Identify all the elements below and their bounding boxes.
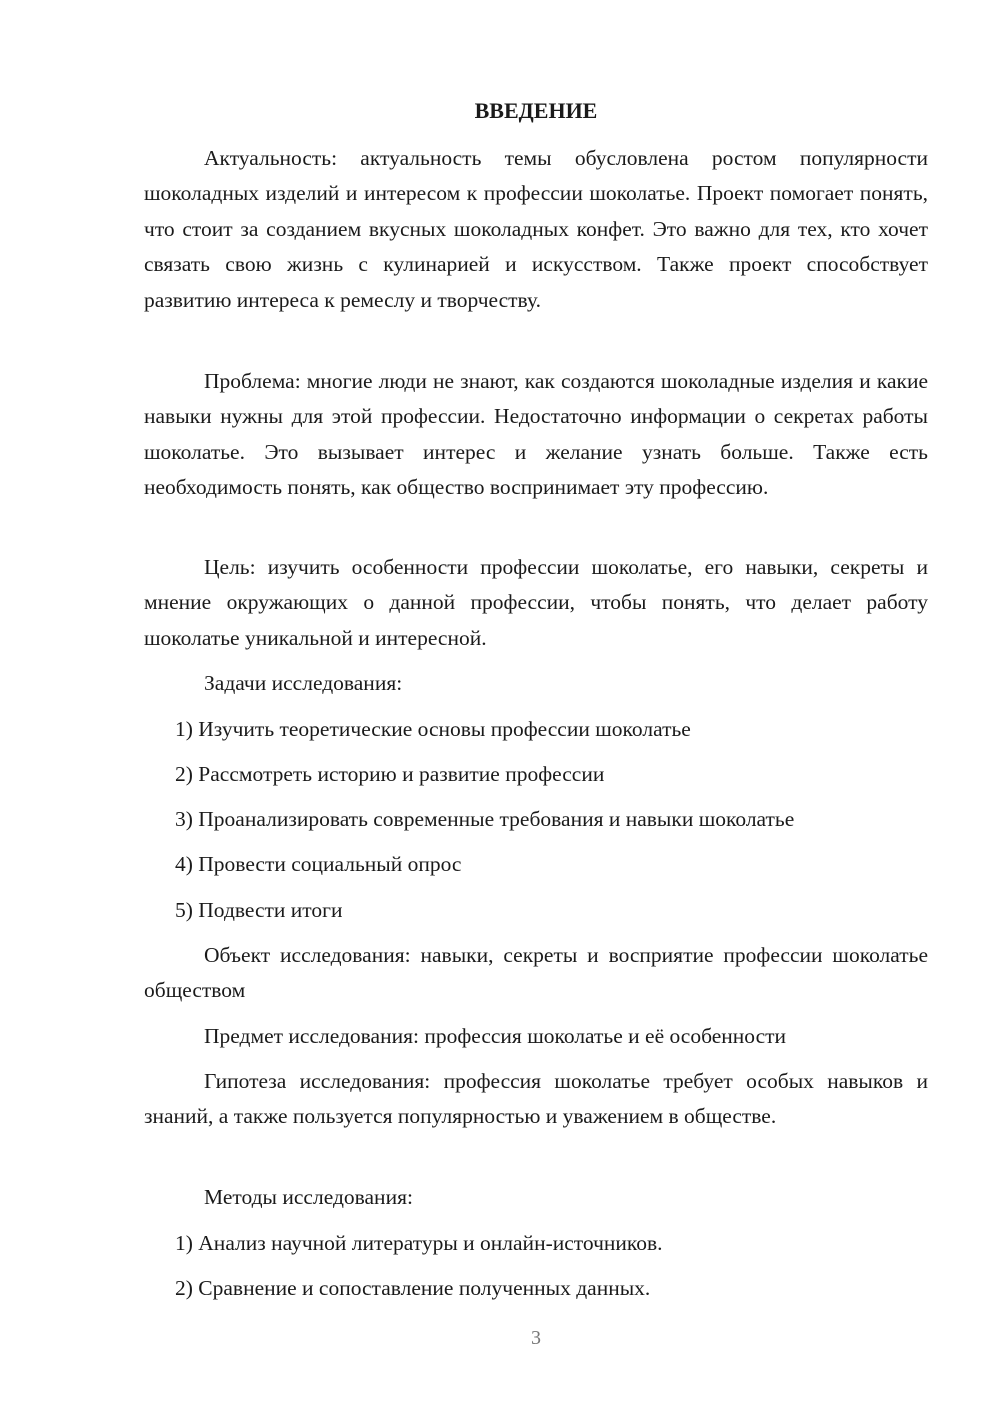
page-number: 3 xyxy=(531,1327,541,1349)
methods-title: Методы исследования: xyxy=(204,1185,413,1209)
method-item-1: 1) Анализ научной литературы и онлайн-источников. xyxy=(175,1231,663,1255)
task-item-1: 1) Изучить теоретические основы профессии шоколатье xyxy=(175,717,691,741)
paragraph-problem: Проблема: многие люди не знают, как создаются шоколадные изделия и какие навыки нужны для этой профессии. Недостаточно информации о секретах работы шоколатье. Это вызывает интерес и желание узнать больше. Также есть необходимость понять, как общество воспринимает эту профессию. xyxy=(144,369,928,500)
task-item-5: 5) Подвести итоги xyxy=(175,898,343,922)
task-item-4: 4) Провести социальный опрос xyxy=(175,852,462,876)
page-title: ВВЕДЕНИЕ xyxy=(474,98,598,123)
method-item-2: 2) Сравнение и сопоставление полученных данных. xyxy=(175,1276,651,1300)
task-item-3: 3) Проанализировать современные требования и навыки шоколатье xyxy=(175,807,795,831)
paragraph-subject: Предмет исследования: профессия шоколатье и её особенности xyxy=(204,1024,787,1048)
paragraph-goal: Цель: изучить особенности профессии шоколатье, его навыки, секреты и мнение окружающих о данной профессии, чтобы понять, что делает работу шоколатье уникальной и интересной. xyxy=(144,555,928,650)
task-item-2: 2) Рассмотреть историю и развитие профессии xyxy=(175,762,605,786)
paragraph-relevance: Актуальность: актуальность темы обусловлена ростом популярности шоколадных изделий и интересом к профессии шоколатье. Проект помогает понять, что стоит за созданием вкусных шоколадных конфет. Это важно для тех, кто хочет связать свою жизнь с кулинарией и искусством. Также проект способствует развитию интереса к ремеслу и творчеству. xyxy=(144,146,928,312)
paragraph-object: Объект исследования: навыки, секреты и восприятие профессии шоколатье обществом xyxy=(144,943,928,1003)
paragraph-hypothesis: Гипотеза исследования: профессия шоколатье требует особых навыков и знаний, а также пользуется популярностью и уважением в обществе. xyxy=(144,1069,928,1129)
tasks-title: Задачи исследования: xyxy=(204,671,403,695)
